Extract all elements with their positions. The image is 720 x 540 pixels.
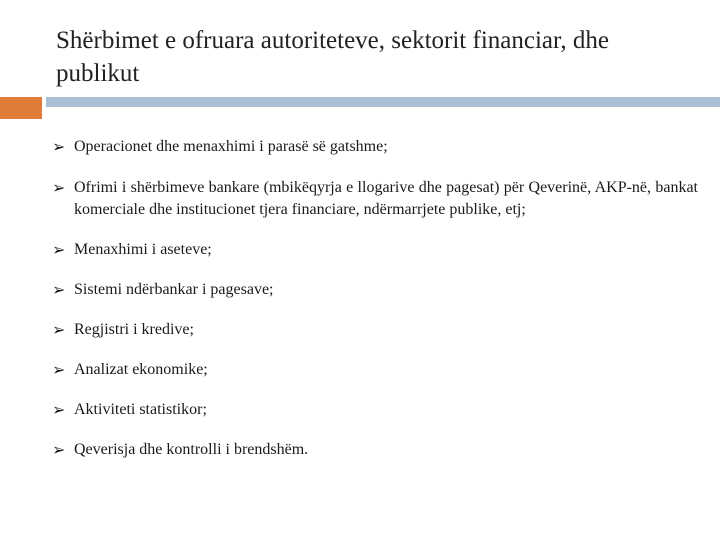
arrow-bullet-icon: ➢: [52, 137, 66, 156]
bullet-text: Analizat ekonomike;: [74, 361, 208, 378]
bullet-text: Regjistri i kredive;: [74, 321, 194, 338]
bullet-item: [52, 239, 698, 261]
bullet-item: [52, 359, 698, 381]
services-bullet-list: [52, 136, 698, 461]
bullet-text: Qeverisja dhe kontrolli i brendshëm.: [74, 441, 309, 458]
bullet-item: [52, 279, 698, 301]
title-accent-block: [0, 97, 42, 119]
bullet-text: Sistemi ndërbankar i pagesave;: [74, 281, 274, 298]
arrow-bullet-icon: ➢: [52, 178, 66, 197]
bullet-item: [52, 136, 698, 158]
slide-title: Shërbimet e ofruara autoriteteve, sektorit financiar, dhe publikut: [56, 27, 609, 87]
arrow-bullet-icon: ➢: [52, 240, 66, 259]
arrow-bullet-icon: ➢: [52, 280, 66, 299]
bullet-text: Aktiviteti statistikor;: [74, 401, 207, 418]
arrow-bullet-icon: ➢: [52, 360, 66, 379]
title-divider-bar: [46, 97, 720, 107]
bullet-text: Operacionet dhe menaxhimi i parasë së gatshme;: [74, 138, 388, 155]
arrow-bullet-icon: ➢: [52, 440, 66, 459]
bullet-item: [52, 399, 698, 421]
bullet-text: Ofrimi i shërbimeve bankare (mbikëqyrja e llogarive dhe pagesat) për Qeverinë, AKP-në, bankat komerciale dhe institucionet tjera financiare, ndërmarrjete publike, etj;: [74, 179, 698, 218]
bullet-item: [52, 177, 698, 221]
arrow-bullet-icon: ➢: [52, 400, 66, 419]
arrow-bullet-icon: ➢: [52, 320, 66, 339]
bullet-item: [52, 439, 698, 461]
bullet-item: [52, 319, 698, 341]
bullet-text: Menaxhimi i aseteve;: [74, 241, 212, 258]
